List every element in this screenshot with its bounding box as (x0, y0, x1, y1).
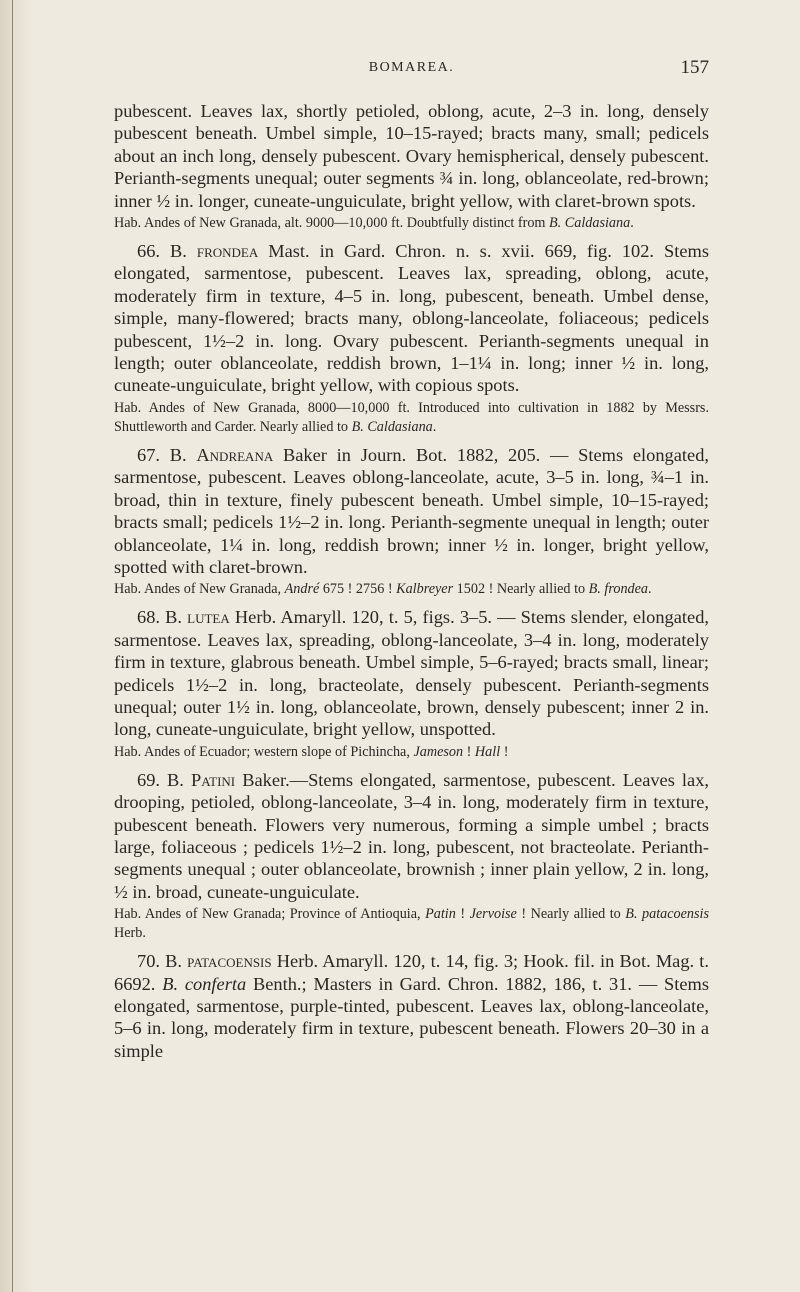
habitat-text: Herb. (114, 925, 146, 942)
running-head: BOMAREA. (368, 60, 455, 75)
entry-number: 67. B. (137, 444, 197, 465)
species-entry-68 (114, 606, 709, 761)
citation: Mast. in Gard. Chron. n. s. xvii. 669, fig. 102. (258, 241, 655, 262)
entry-paragraph (114, 444, 709, 578)
description: Stems slender, elongated, sarmentose. Leaves lax, spreading, oblong-lanceolate, 3–4 in. long, moderately firm in texture, glabrous beneath. Umbel simple, 5–6-rayed; bracts small, linear; pedicels 1½–2 in. long, bracteolate, densely pubescent. Perianth-segments unequal; outer 1½ in. long, oblanceolate, brown, densely pubescent; inner 2 in. long, cuneate-unguiculate, bright yellow, unspotted. (114, 607, 709, 740)
entry-paragraph (114, 950, 709, 1062)
habitat-text: Hab. Andes of New Granada, 8000—10,000 ft. Introduced into cultivation in 1882 by Messrs. Shuttleworth and Carder. Nearly allied to (114, 399, 709, 435)
habitat-text: ! (463, 743, 475, 760)
habitat-italic: B. patacoensis (625, 906, 709, 923)
description: Stems elongated, sarmentose, purple-tinted, pubescent. Leaves lax, oblong-lanceolate, 5–6 in. long, moderately firm in texture, pubescent beneath. Flowers 20–30 in a simple (114, 973, 710, 1061)
intro-continuation (114, 100, 709, 233)
citation-italic: B. conferta (162, 973, 247, 994)
habitat-italic: André (284, 581, 320, 598)
page-header (114, 57, 709, 100)
habitat-italic: Patin (425, 906, 456, 923)
habitat-italic: Kalbreyer (396, 581, 454, 598)
book-spine-shadow (0, 0, 34, 1292)
habitat-note (114, 905, 709, 943)
habitat-text: ! (455, 906, 470, 923)
description: Stems elongated, sarmentose, pubescent. Leaves lax, drooping, petioled, oblong-lanceolate, 3–4 in. long, moderately firm in texture, pubescent beneath. Flowers very numerous, forming a simple umbel ; bracts large, foliaceous ; pedicels 1½–2 in. long, pubescent, not bracteolate. Perianth-segments unequal ; outer oblanceolate, brownish ; inner plain yellow, 2 in. long, ½ in. broad, cuneate-unguiculate. (114, 769, 709, 902)
habitat-text: ! (500, 743, 509, 760)
habitat-italic: B. Caldasiana (549, 215, 631, 232)
entry-number: 69. B. (137, 769, 191, 790)
habitat-italic: Jameson (413, 743, 464, 760)
species-entry-67 (114, 444, 709, 599)
citation: Baker in Journ. Bot. 1882, 205. — (273, 444, 569, 465)
entry-number: 70. B. (137, 951, 188, 972)
species-entry-66 (114, 240, 709, 437)
species-name: frondea (196, 241, 259, 262)
intro-habitat (114, 214, 709, 233)
habitat-italic: Jervoise (469, 906, 517, 923)
habitat-text: ! Nearly allied to (516, 906, 626, 923)
habitat-italic: B. Caldasiana (351, 418, 433, 435)
citation: Herb. Amaryll. 120, t. 5, figs. 3–5. — (229, 607, 516, 628)
habitat-note (114, 399, 709, 437)
citation: Benth.; Masters in Gard. Chron. 1882, 186, t. 31. — (246, 973, 658, 994)
species-entry-69 (114, 769, 709, 943)
species-name: Andreana (196, 444, 274, 465)
habitat-italic: B. frondea (588, 581, 649, 598)
description: Stems elongated, sarmentose, pubescent. Leaves lax, spreading, oblong, acute, moderately firm in texture, 4–5 in. long, pubescent, beneath. Umbel dense, simple, many-flowered; bracts many, oblong-lanceolate, foliaceous; pedicels pubescent, 1½–2 in. long. Ovary pubescent. Perianth-segments unequal in length; outer oblanceolate, reddish brown, 1–1¼ in. long; inner ½ in. long, cuneate-unguiculate, bright yellow, with copious spots. (114, 241, 709, 396)
entry-number: 68. B. (137, 607, 188, 628)
page-content (114, 0, 709, 1062)
habitat-note (114, 580, 709, 599)
habitat-text: 675 ! 2756 ! (319, 581, 397, 598)
page-number: 157 (680, 57, 709, 78)
citation: Baker.— (235, 769, 309, 790)
entry-number: 66. B. (137, 241, 197, 262)
species-name: Patini (190, 769, 236, 790)
habitat-text: Hab. Andes of New Granada, alt. 9000—10,000 ft. Doubtfully distinct from (114, 215, 550, 232)
habitat-text: 1502 ! Nearly allied to (453, 581, 589, 598)
habitat-note (114, 743, 709, 762)
habitat-italic: Hall (474, 743, 501, 760)
habitat-text: Hab. Andes of Ecuador; western slope of Pichincha, (114, 743, 414, 760)
habitat-text: Hab. Andes of New Granada; Province of Antioquia, (114, 906, 426, 923)
entry-paragraph (114, 240, 709, 397)
species-name: patacoensis (187, 951, 272, 972)
species-entry-70 (114, 950, 709, 1062)
habitat-text: . (630, 215, 634, 232)
description: Stems elongated, sarmentose, pubescent. Leaves oblong-lanceolate, acute, 3–5 in. long, ¾–1 in. broad, thin in texture, finely pubescent beneath. Umbel simple, 10–15-rayed; bracts small; pedicels 1½–2 in. long. Perianth-segmente unequal in length; outer oblanceolate, 1¼ in. long, reddish brown; inner ½ in. longer, bright yellow, spotted with claret-brown. (114, 444, 709, 577)
habitat-text: . (432, 418, 437, 435)
book-spine-edge (12, 0, 13, 1292)
intro-paragraph: pubescent. Leaves lax, shortly petioled, oblong, acute, 2–3 in. long, densely pubescent beneath. Umbel simple, 10–15-rayed; bracts many, small; pedicels about an inch long, densely pubescent. Ovary hemispherical, densely pubescent. Perianth-segments unequal; outer segments ¾ in. long, oblanceolate, red-brown; inner ½ in. longer, cuneate-unguiculate, bright yellow, with claret-brown spots. (114, 101, 709, 211)
species-name: lutea (187, 607, 230, 628)
citation: Herb. Amaryll. 120, t. 14, fig. 3; Hook. fil. in Bot. Mag. t. 6692. (114, 951, 709, 994)
entry-paragraph (114, 769, 709, 903)
habitat-text: Hab. Andes of New Granada, (114, 581, 285, 598)
habitat-text: . (648, 581, 652, 598)
entry-paragraph (114, 606, 709, 740)
